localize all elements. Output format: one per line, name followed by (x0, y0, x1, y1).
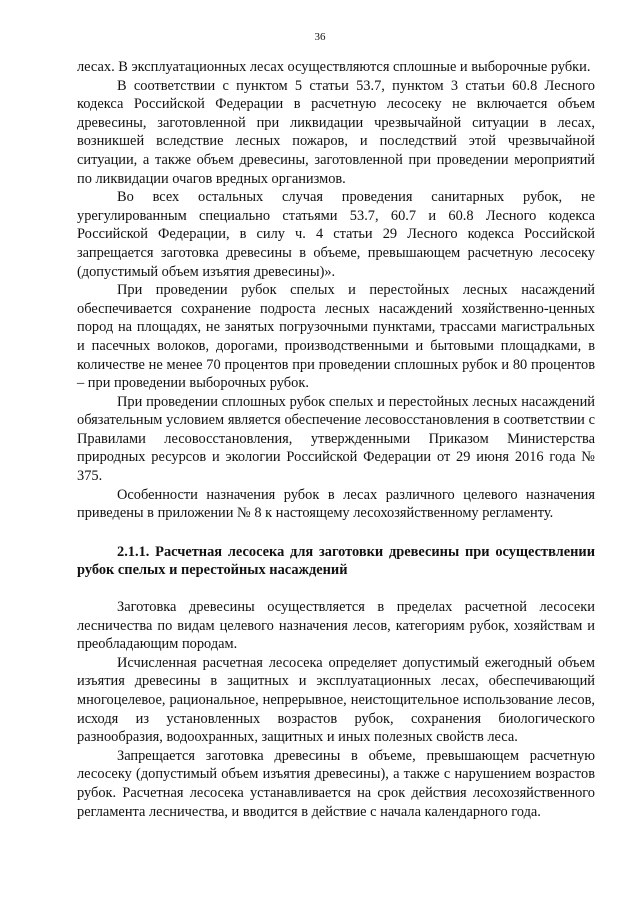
paragraph: В соответствии с пунктом 5 статьи 53.7, пунктом 3 статьи 60.8 Лесного кодекса Российской Федерации в расчетную лесосеку не включается объем древесины, заготовленной при ликвидации чрезвычайной ситуации в лесах, возникшей вследствие лесных пожаров, и последствий этой чрезвычайной ситуации, а также объем древесины, заготовленной при проведении мероприятий по ликвидации очагов вредных организмов. (77, 77, 595, 187)
page-number: 36 (314, 31, 326, 43)
paragraph: Заготовка древесины осуществляется в пределах расчетной лесосеки лесничества по видам целевого назначения лесов, категориям рубок, хозяйствам и преобладающим породам. (77, 599, 595, 653)
paragraph-continuation: лесах. В эксплуатационных лесах осуществляются сплошные и выборочные рубки. (77, 59, 591, 75)
paragraph: Во всех остальных случая проведения санитарных рубок, не урегулированным специально статьями 53.7, 60.7 и 60.8 Лесного кодекса Российской Федерации, в силу ч. 4 статьи 29 Лесного кодекса Российской запрещается заготовка древесины в объеме, превышающем расчетную лесосеку (допустимый объем изъятия древесины)». (77, 189, 595, 280)
paragraph: Запрещается заготовка древесины в объеме, превышающем расчетную лесосеку (допустимый объем изъятия древесины), а также с нарушением возрастов рубок. Расчетная лесосека устанавливается на срок действия лесохозяйственного регламента лесничества, и вводится в действие с начала календарного года. (77, 747, 595, 820)
paragraph: Особенности назначения рубок в лесах различного целевого назначения приведены в приложении № 8 к настоящему лесохозяйственному регламенту. (77, 486, 595, 522)
paragraph: При проведении рубок спелых и перестойных лесных насаждений обеспечивается сохранение подроста лесных насаждений хозяйственно-ценных пород на площадях, не занятых погрузочными пунктами, трассами магистральных и пасечных волоков, дорогами, производственными и бытовыми площадками, в количестве не менее 70 процентов при проведении сплошных рубок и 80 процентов – при проведении выборочных рубок. (77, 282, 595, 392)
paragraph: При проведении сплошных рубок спелых и перестойных лесных насаждений обязательным условием является обеспечение лесовосстановления в соответствии с Правилами лесовосстановления, утвержденными Приказом Министерства природных ресурсов и экологии Российской Федерации от 29 июня 2016 года № 375. (77, 393, 595, 485)
document-body (77, 58, 595, 821)
paragraph: Исчисленная расчетная лесосека определяет допустимый ежегодный объем изъятия древесины в защитных и эксплуатационных лесах, обеспечивающий многоцелевое, рациональное, непрерывное, неистощительное использование лесов, исходя из установленных возрастов рубок, сохранения биологического разнообразия, водоохранных, защитных и иных полезных свойств леса. (77, 654, 595, 746)
section-heading: 2.1.1. Расчетная лесосека для заготовки древесины при осуществлении рубок спелых и перестойных насаждений (77, 543, 595, 579)
